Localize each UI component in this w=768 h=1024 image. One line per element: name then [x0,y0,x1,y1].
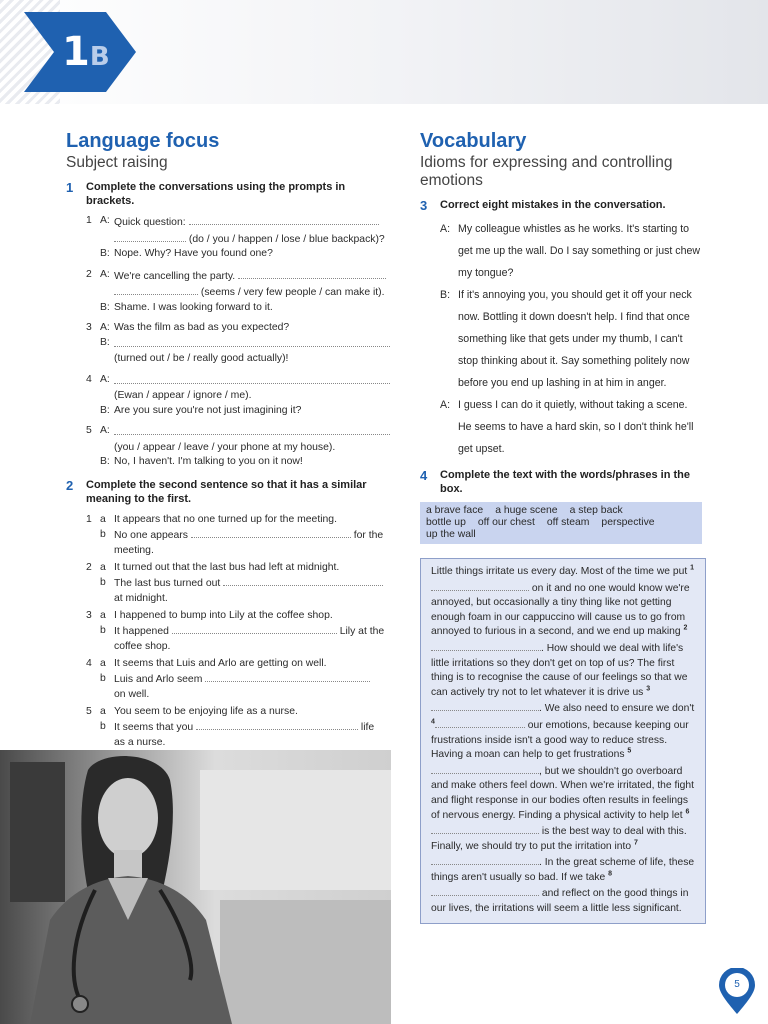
section-title-language-focus: Language focus [66,130,220,152]
item-number: 3 [86,609,92,621]
answer-blank[interactable] [114,336,390,347]
item-text: Quick question: [114,217,186,228]
answer-blank[interactable] [172,623,337,634]
item-letter-b: b [100,624,106,636]
item-start: It happened [114,625,169,637]
list-item [86,704,396,750]
speaker-label: A: [100,268,110,280]
word-box-item: a huge scene [495,505,558,516]
list-item [86,424,396,470]
item-text: Was the film as bad as you expected? [114,322,290,333]
exercise-number: 4 [420,468,428,483]
exercise-number: 1 [66,180,74,195]
item-prompt: (seems / very few people / can make it). [200,287,385,298]
item-letter-b: b [100,528,106,540]
unit-number: 1 [62,29,90,75]
speaker-label: B: [440,289,451,301]
list-item [86,560,396,606]
item-number: 2 [86,561,92,573]
word-box-item: up the wall [426,529,476,540]
item-start: Luis and Arlo seem [114,673,203,685]
speaker-label: A: [100,373,110,385]
item-original: It appears that no one turned up for the meeting. [114,513,337,525]
speaker-label: B: [100,456,110,467]
conversation-line: get upset. [458,443,505,455]
answer-blank[interactable] [431,700,539,711]
word-box-item: bottle up [426,517,466,528]
item-letter-a: a [100,705,106,717]
item-letter-b: b [100,672,106,684]
answer-blank[interactable] [114,373,390,384]
left-column [66,128,396,752]
gap-fill-text [420,558,706,924]
speaker-label: A: [440,399,451,411]
exercise-instruction: Correct eight mistakes in the conversation. [440,199,666,211]
speaker-label: A: [100,425,110,436]
item-letter-a: a [100,657,106,669]
item-prompt: (turned out / be / really good actually)! [114,353,289,364]
speaker-label: B: [100,248,110,259]
gap-number: 8 [608,870,613,878]
exercise-instruction: Complete the second sentence so that it has a similar meaning to the first. [86,478,367,505]
item-number: 1 [86,215,92,226]
conversation-turn [440,218,710,284]
text-segment: . How should we deal with life's little irritations so they don't get on top of us? The first thing is to recognise the cause of our feelings so that we can actively try not to let whatever it is drive us [431,642,688,698]
gap-number: 1 [690,564,694,572]
word-box-item: off our chest [477,517,535,528]
list-item [86,373,396,419]
gap-number: 5 [627,747,632,755]
list-item [86,268,396,316]
word-box-item: a brave face [426,505,484,516]
text-segment: and reflect on the good things in our lives, the irritations will seem a little less significant. [431,888,689,915]
item-prompt: (do / you / happen / lose / blue backpack)? [188,233,385,245]
exercise-2 [66,478,396,750]
item-end: on well. [114,688,150,700]
text-segment: is the best way to deal with this. Finally, we should try to put the irritation into [431,826,687,852]
text-segment: Little things irritate us every day. Most of the time we put [431,566,688,577]
item-letter-b: b [100,576,106,588]
speaker-label: B: [100,301,110,313]
item-number: 5 [86,705,92,717]
item-number: 3 [86,322,92,333]
item-letter-b: b [100,720,106,732]
exercise-instruction: Complete the text with the words/phrases in the box. [440,469,690,495]
list-item [86,214,396,262]
item-start: It seems that you [114,721,194,733]
item-text: Nope. Why? Have you found one? [114,248,273,259]
right-column [420,128,710,924]
conversation-line: He seems to have a hard skin, so I don't think he'll [458,421,694,433]
item-end: for the [353,529,384,541]
item-number: 2 [86,268,92,280]
item-prompt: (Ewan / appear / ignore / me). [114,390,252,401]
conversation-line: stop thinking about it. Say something politely now [458,355,690,367]
text-segment: our emotions, because keeping our frustrations inside isn't a good way to reduce stress. Having a moan can help to get frustrations [431,719,689,761]
page-number-badge [717,968,757,1016]
answer-blank[interactable] [431,854,539,865]
speaker-label: B: [100,336,110,348]
item-text: We're cancelling the party. [114,270,236,282]
list-item [86,512,396,558]
exercise-number: 2 [66,477,74,493]
answer-blank[interactable] [205,671,370,682]
item-letter-a: a [100,609,106,621]
list-item [86,321,396,367]
speaker-label: A: [100,322,110,333]
answer-blank[interactable] [238,268,386,279]
answer-blank[interactable] [196,719,358,730]
gap-number: 6 [685,808,690,816]
item-number: 5 [86,425,92,436]
text-segment: , but we shouldn't go overboard and make others feel down. When we're irritated, the fight and flight response in our bodies often results in feelings of nervous energy. Finding a physical activity to help let [431,765,694,821]
speaker-label: B: [100,404,110,416]
unit-label [62,29,110,77]
gap-number: 7 [634,839,638,847]
answer-blank[interactable] [431,823,539,834]
answer-blank[interactable] [223,575,383,586]
page-number: 5 [734,979,740,990]
conversation-line: I guess I can do it quietly, without taking a scene. [458,399,688,411]
item-end: coffee shop. [114,640,171,652]
item-start: The last bus turned out [114,577,221,589]
exercise-3 [420,198,710,460]
item-end: as a nurse. [114,736,166,748]
location-pin-icon [717,968,757,1016]
speaker-label: A: [100,215,110,226]
item-start: No one appears [114,529,188,541]
item-original: It seems that Luis and Arlo are getting on well. [114,657,327,669]
answer-blank[interactable] [431,640,541,651]
word-box-item: perspective [601,517,655,528]
answer-blank[interactable] [431,580,529,591]
section-title-vocabulary: Vocabulary [420,130,527,152]
item-original: You seem to be enjoying life as a nurse. [114,705,298,717]
speaker-label: A: [440,223,451,235]
gap-number: 4 [431,718,435,726]
conversation-turn [440,284,710,394]
answer-blank[interactable] [114,284,198,295]
item-letter-a: a [100,513,106,525]
item-text: Are you sure you're not just imagining it? [114,404,302,416]
item-original: I happened to bump into Lily at the coffee shop. [114,609,333,621]
section-subtitle-idioms: Idioms for expressing and controlling emotions [420,154,673,189]
list-item [86,656,396,702]
word-box-item: off steam [546,517,590,528]
nurse-illustration [0,750,391,1024]
item-end: at midnight. [114,592,168,604]
conversation-line: get me up the wall. Do I say something or just chew [458,245,701,257]
list-item [86,608,396,654]
answer-blank[interactable] [191,527,351,538]
conversation-line: If it's annoying you, you should get it off your neck [458,289,692,301]
item-prompt: (you / appear / leave / your phone at my house). [114,441,336,453]
item-end: life [360,721,375,733]
exercise-1 [66,180,396,470]
text-segment: on it and no one would know we're annoyed, but occasionally a tiny thing like not getting enough foam in our cappuccino will cause us to go from annoyed to furious in a second, and we end up making [431,582,690,638]
answer-blank[interactable] [114,231,186,242]
item-end: Lily at the [339,625,385,637]
text-segment: . We also need to ensure we don't [539,703,695,715]
conversation-line: my tongue? [458,267,514,279]
answer-blank[interactable] [189,214,379,225]
item-text: Shame. I was looking forward to it. [114,301,273,313]
item-number: 4 [86,657,92,669]
exercise-instruction: Complete the conversations using the prompts in brackets. [86,181,346,207]
gap-number: 2 [683,624,688,632]
word-box [420,502,702,544]
conversation-line: now. Bottling it down doesn't help. I find that once [458,311,690,323]
unit-letter: B [89,42,110,72]
conversation-line: before you end up lashing in at him in anger. [458,377,667,389]
gap-number: 3 [646,685,651,693]
unit-badge [24,12,136,92]
item-original: It turned out that the last bus had left at midnight. [114,561,340,573]
exercise-number: 3 [420,198,428,213]
text-segment: . In the great scheme of life, these things aren't usually so bad. If we take [431,857,695,883]
answer-blank[interactable] [431,763,539,774]
nurse-photo [0,750,391,1024]
item-letter-a: a [100,561,106,573]
answer-blank[interactable] [435,717,525,728]
conversation-line: My colleague whistles as he works. It's starting to [458,223,690,235]
exercise-4 [420,468,710,496]
conversation-line: something like that gets under my thumb, I can't [458,333,683,345]
item-end: meeting. [114,544,154,556]
item-number: 4 [86,373,92,385]
conversation [440,218,710,460]
item-text: No, I haven't. I'm talking to you on it now! [114,456,303,467]
section-subtitle-subject-raising: Subject raising [66,154,168,171]
word-box-item: a step back [569,505,623,516]
answer-blank[interactable] [114,424,390,435]
conversation-turn [440,394,710,460]
answer-blank[interactable] [431,885,539,896]
item-number: 1 [86,513,92,525]
